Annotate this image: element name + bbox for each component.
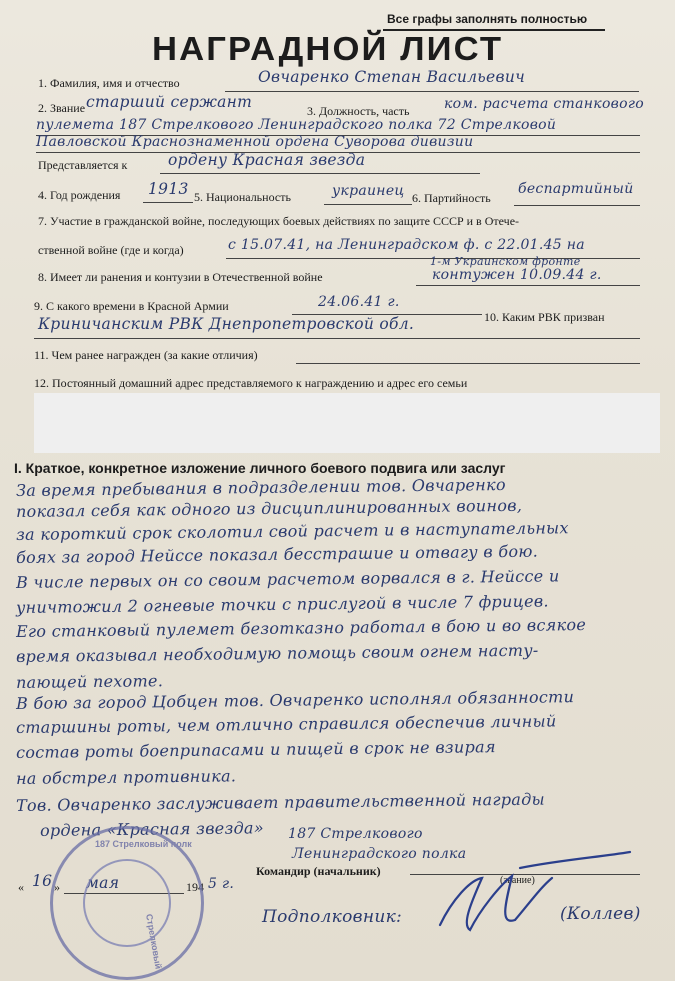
field-party-label: 6. Партийность [412, 191, 491, 205]
field-position-value-3: Павловской Краснознаменной ордена Суворова дивизии [36, 134, 474, 150]
field-birthyear-label: 4. Год рождения [38, 188, 121, 202]
field-wounds-value: контужен 10.09.44 г. [432, 267, 602, 283]
field-name-label: 1. Фамилия, имя и отчество [38, 76, 180, 90]
feat-line: уничтожил 2 огневые точки с прислугой в числе 7 фрицев. [15, 591, 549, 617]
date-year-prefix: 194 [186, 880, 204, 894]
feat-line: состав роты боеприпасами и пищей в срок не взирая [15, 737, 496, 762]
field-war-label-2: ственной войне (где и когда) [38, 243, 184, 257]
field-rvk-value: Криничанским РВК Днепропетровской обл. [38, 315, 415, 333]
feat-line: Его станковый пулемет безотказно работал в бою и во всякое [15, 615, 587, 641]
rank-caption: (звание) [500, 875, 535, 886]
seal-text-side: Стрелковый [144, 913, 164, 970]
feat-line: боях за город Нейссе показал бесстрашие и отвагу в бою. [15, 541, 539, 567]
field-represented-label: Представляется к [38, 158, 128, 172]
field-rank-label: 2. Звание [38, 101, 86, 115]
feat-line: пающей пехоте. [15, 671, 164, 692]
feat-line: За время пребывания в подразделении тов. Овчаренко [15, 475, 506, 500]
commander-rank: Подполковник: [262, 907, 403, 927]
feat-heading: I. Краткое, конкретное изложение личного боевого подвига или заслуг [14, 460, 506, 476]
feat-line: Тов. Овчаренко заслуживает правительственной награды [15, 789, 546, 815]
field-war-value-2: 1-м Украинском фронте [430, 255, 581, 268]
field-rvk-label: 10. Каким РВК призван [484, 310, 605, 324]
feat-line: В бою за город Цобцен тов. Овчаренко исполнял обязанности [15, 687, 575, 713]
date-quote: « [18, 880, 24, 894]
date-day: 16 [32, 872, 53, 890]
field-birthyear-value: 1913 [148, 180, 189, 198]
field-wounds-label: 8. Имеет ли ранения и контузии в Отечественной войне [38, 270, 323, 284]
feat-line: В числе первых он со своим расчетом ворвался в г. Нейссе и [15, 566, 560, 592]
unit-name-1: 187 Стрелкового [288, 826, 423, 842]
field-position-value-1: ком. расчета станкового [444, 96, 644, 112]
seal-text-top: 187 Стрелковый полк [95, 839, 192, 849]
field-represented-value: ордену Красная звезда [168, 151, 366, 169]
field-war-value-1: с 15.07.41, на Ленинградском ф. с 22.01.45 на [228, 237, 585, 253]
field-rank-value: старший сержант [86, 93, 253, 111]
field-awards-label: 11. Чем ранее награжден (за какие отличия) [34, 348, 258, 362]
field-party-value: беспартийный [518, 181, 634, 197]
feat-line: показал себя как одного из дисциплинированных воинов, [15, 495, 523, 521]
commander-name: (Коллев) [560, 904, 641, 924]
feat-line: за короткий срок сколотил свой расчет и в наступательных [15, 518, 569, 544]
feat-line: старшины роты, чем отлично справился обеспечив личный [15, 711, 557, 737]
field-name-value: Овчаренко Степан Васильевич [258, 68, 526, 86]
field-nationality-label: 5. Национальность [194, 190, 291, 204]
date-year-suffix: 5 г. [208, 876, 235, 892]
field-position-label: 3. Должность, часть [307, 104, 410, 118]
unit-name-2: Ленинградского полка [292, 846, 467, 862]
date-month: мая [86, 874, 120, 892]
seal-inner-ring [83, 859, 171, 947]
field-army-since-label: 9. С какого времени в Красной Армии [34, 299, 229, 313]
official-seal [50, 826, 204, 980]
instruction-note: Все графы заполнять полностью [387, 12, 588, 26]
feat-line: время оказывал необходимую помощь своим огнем насту- [15, 640, 539, 666]
date-quote-close: » [54, 880, 60, 894]
page-title: НАГРАДНОЙ ЛИСТ [152, 30, 504, 67]
feat-line: ордена «Красная звезда» [39, 818, 265, 840]
field-war-label-1: 7. Участие в гражданской войне, последующих боевых действиях по защите СССР и в Отече- [38, 214, 520, 228]
commander-label: Командир (начальник) [256, 864, 381, 878]
field-address-label: 12. Постоянный домашний адрес представляемого к награждению и адрес его семьи [34, 376, 468, 390]
field-army-since-value: 24.06.41 г. [318, 294, 400, 310]
feat-line: на обстрел противника. [15, 766, 237, 788]
field-nationality-value: украинец [332, 183, 405, 199]
field-position-value-2: пулемета 187 Стрелкового Ленинградского полка 72 Стрелковой [36, 117, 557, 133]
